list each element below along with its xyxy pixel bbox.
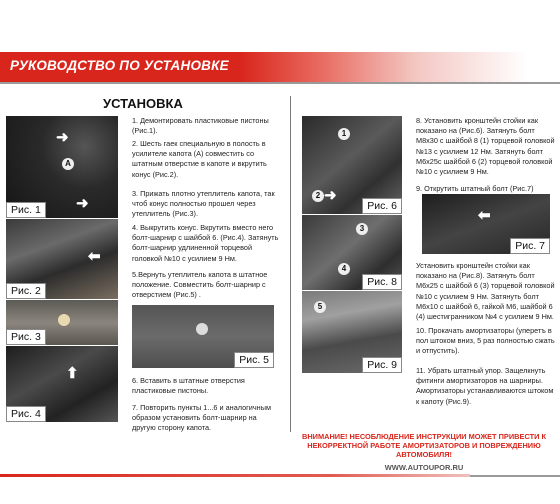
step-9: 9. Открутить штатный болт (Рис.7)	[416, 184, 534, 193]
arrow-icon: ⬆	[66, 365, 79, 382]
step-10: 10. Прокачать амортизаторы (уперетъ в пол штоком вниз, 5 раз полностью сжать и отпустить).	[416, 326, 555, 356]
banner-underline	[0, 82, 560, 84]
figure-3-caption: Рис. 3	[6, 329, 46, 345]
arrow-icon: ⬅	[478, 207, 491, 224]
step-1: 1. Демонтировать пластиковые пистоны (Рис.1).	[132, 116, 269, 136]
figure-7-caption: Рис. 7	[510, 238, 550, 254]
website-link[interactable]: WWW.AUTOUPOR.RU	[384, 463, 464, 472]
banner-gradient-tail	[240, 52, 560, 82]
figure-8-caption: Рис. 8	[362, 274, 402, 290]
figure-9-caption: Рис. 9	[362, 357, 402, 373]
bolt-marker	[196, 323, 208, 335]
header-banner	[0, 52, 560, 84]
figure-2	[6, 219, 118, 299]
arrow-icon: ➜	[56, 129, 69, 146]
step-2: 2. Шесть гаек специальную в полость в усилителе капота (А) совместить со штатным отверстие в капоте и вкрутить конус (Рис.2).	[132, 139, 267, 179]
figure-3	[6, 300, 118, 345]
cone-marker	[58, 314, 70, 326]
step-6: 6. Вставить в штатные отверстия пластиковые пистоны.	[132, 376, 245, 396]
figure-8	[302, 215, 402, 290]
figure-2-caption: Рис. 2	[6, 283, 46, 299]
step-5: 5.Вернуть утеплитель капота в штатное положение. Совместить болт-шарнир с отверстием (Рис.5) .	[132, 270, 268, 300]
step-4: 4. Выкрутить конус. Вкрутить вместо него болт-шарнир с шайбой 6. (Рис.4). Затянуть болт-шарнир удлиненной торцевой головкой №10 с усилием 9 Нм.	[132, 223, 279, 263]
page-title: РУКОВОДСТВО ПО УСТАНОВКЕ	[10, 58, 229, 73]
arrow-icon: ➜	[76, 195, 89, 212]
figure-4-caption: Рис. 4	[6, 406, 46, 422]
figure-5	[132, 305, 274, 368]
figure-6	[302, 116, 402, 214]
marker-1: 1	[338, 128, 350, 140]
section-title: УСТАНОВКА	[103, 96, 183, 111]
marker-5: 5	[314, 301, 326, 313]
marker-2: 2	[312, 190, 324, 202]
arrow-icon: ⬅	[88, 248, 101, 265]
figure-6-caption: Рис. 6	[362, 198, 402, 214]
arrow-icon: ➜	[324, 187, 337, 204]
column-divider	[290, 96, 291, 432]
marker-4: 4	[338, 263, 350, 275]
footer-bar	[0, 474, 560, 478]
figure-4	[6, 346, 118, 422]
figure-7	[422, 194, 550, 254]
step-9-continued: Установить кронштейн стойки как показано на (Рис.8). Затянуть болт М6х25 с шайбой 6 (3) торцевой головкой №10 с усилием 9 Нм. Затянуть болт М6х10 с шайбой 6, гайкой М6, шайбой 6 (4) шестигранником №4 с усилием 9 Нм.	[416, 261, 555, 322]
step-8: 8. Установить кронштейн стойки как показано на (Рис.6). Затянуть болт М8х30 с шайбой 8 (1) торцевой головкой №13 с усилием 12 Нм. Затянуть болт М6х25с шайбой 6 (2) торцевой головкой №10 с усилием 9 Нм.	[416, 116, 555, 177]
figure-1-caption: Рис. 1	[6, 202, 46, 218]
marker-3: 3	[356, 223, 368, 235]
step-11: 11. Убрать штатный упор. Защелкнуть фитинги амортизаторов на шарниры. Амортизаторы устанавливаются штоком к капоту (Рис.9).	[416, 366, 554, 406]
footer-grey-line	[470, 475, 560, 477]
figure-5-caption: Рис. 5	[234, 352, 274, 368]
step-7: 7. Повторить пункты 1...6 и аналогичным образом установить болт-шарнир на другую сторону капота.	[132, 403, 271, 433]
marker-a: A	[62, 158, 74, 170]
step-3: 3. Прижать плотно утеплитель капота, так чтоб конус полностью прошел через утеплитель (Рис.3).	[132, 189, 275, 219]
figure-9	[302, 291, 402, 373]
footer-red-line	[0, 474, 470, 477]
warning-text: ВНИМАНИЕ! НЕСОБЛЮДЕНИЕ ИНСТРУКЦИИ МОЖЕТ ПРИВЕСТИ К НЕКОРРЕКТНОЙ РАБОТЕ АМОРТИЗАТОРОВ И ПОВРЕЖДЕНИЮ АВТОМОБИЛЯ!	[301, 432, 546, 459]
figure-1	[6, 116, 118, 218]
